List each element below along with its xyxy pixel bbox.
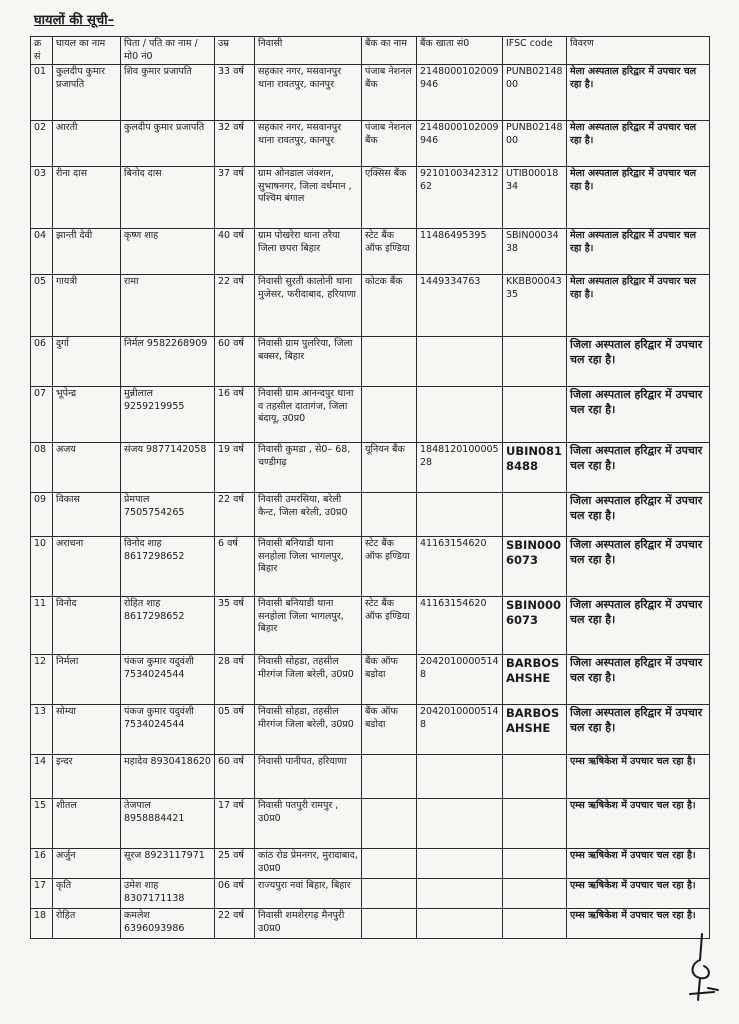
table-row (31, 705, 710, 755)
cell-name: विनोद (53, 597, 121, 655)
cell-residence: निवासी उमरसिया, बरेली कैन्ट, जिला बरेली, उ0प्र0 (255, 493, 362, 537)
cell-residence: निवासी कुमडा , से0– 68, चण्डीगढ़ (255, 443, 362, 493)
table-row (31, 755, 710, 799)
cell-ifsc: KKBB0004335 (503, 275, 567, 337)
cell-ifsc (503, 799, 567, 849)
cell-father: संजय 9877142058 (121, 443, 215, 493)
cell-ifsc (503, 387, 567, 443)
cell-father: रोहित शाह 8617298652 (121, 597, 215, 655)
cell-age: 17 वर्ष (215, 799, 255, 849)
cell-age: 06 वर्ष (215, 879, 255, 909)
cell-name: रीना दास (53, 167, 121, 229)
cell-description: मेला अस्पताल हरिद्वार में उपचार चल रहा है। (567, 275, 710, 337)
cell-account: 20420100005148 (417, 655, 503, 705)
cell-age: 16 वर्ष (215, 387, 255, 443)
cell-father: कृष्ण शाह (121, 229, 215, 275)
cell-serial: 15 (31, 799, 53, 849)
cell-residence: निवासी पतपुरी रामपुर , उ0प्र0 (255, 799, 362, 849)
cell-bank: बैंक ऑफ बडोदा (362, 705, 417, 755)
cell-father: कमलेश 6396093986 (121, 909, 215, 939)
cell-account (417, 493, 503, 537)
cell-serial: 11 (31, 597, 53, 655)
cell-description: जिला अस्पताल हरिद्वार में उपचार चल रहा है। (567, 337, 710, 387)
cell-father: पंकज कुमार यदुवंशी 7534024544 (121, 655, 215, 705)
cell-father: निर्मल 9582268909 (121, 337, 215, 387)
cell-account: 921010034231262 (417, 167, 503, 229)
cell-serial: 18 (31, 909, 53, 939)
cell-bank: कोटक बैंक (362, 275, 417, 337)
injured-list-table (30, 36, 710, 939)
cell-name: झान्ती देवी (53, 229, 121, 275)
cell-name: गायत्री (53, 275, 121, 337)
cell-father: पंकज कुमार यदुवंशी 7534024544 (121, 705, 215, 755)
cell-ifsc: UTIB0001834 (503, 167, 567, 229)
cell-bank (362, 909, 417, 939)
cell-ifsc: SBIN0006073 (503, 537, 567, 597)
table-row (31, 387, 710, 443)
cell-age: 05 वर्ष (215, 705, 255, 755)
cell-description: एम्स ऋषिकेश में उपचार चल रहा है। (567, 799, 710, 849)
cell-description: मेला अस्पताल हरिद्वार में उपचार चल रहा है। (567, 65, 710, 121)
table-row (31, 275, 710, 337)
cell-description: जिला अस्पताल हरिद्वार में उपचार चल रहा है। (567, 493, 710, 537)
cell-name: कृति (53, 879, 121, 909)
cell-age: 40 वर्ष (215, 229, 255, 275)
cell-serial: 13 (31, 705, 53, 755)
table-row (31, 337, 710, 387)
cell-name: रोहित (53, 909, 121, 939)
cell-ifsc (503, 493, 567, 537)
cell-name: इन्दर (53, 755, 121, 799)
cell-age: 28 वर्ष (215, 655, 255, 705)
cell-ifsc: SBIN0003438 (503, 229, 567, 275)
cell-residence: निवासी बनियाडी थाना सनहोला जिला भागलपुर, बिहार (255, 597, 362, 655)
cell-account (417, 799, 503, 849)
cell-age: 32 वर्ष (215, 121, 255, 167)
table-row (31, 537, 710, 597)
cell-description: जिला अस्पताल हरिद्वार में उपचार चल रहा है। (567, 705, 710, 755)
cell-age: 6 वर्ष (215, 537, 255, 597)
cell-ifsc: SBIN0006073 (503, 597, 567, 655)
cell-serial: 07 (31, 387, 53, 443)
header-residence: निवासी (255, 37, 362, 65)
cell-bank: स्टेट बैंक ऑफ इण्डिया (362, 537, 417, 597)
header-father: पिता / पति का नाम / मो0 नं0 (121, 37, 215, 65)
cell-account (417, 909, 503, 939)
cell-residence: राज्यपुरा नवां बिहार, बिहार (255, 879, 362, 909)
header-ifsc: IFSC code (503, 37, 567, 65)
cell-bank: पंजाब नेशनल बैंक (362, 121, 417, 167)
cell-serial: 17 (31, 879, 53, 909)
cell-serial: 03 (31, 167, 53, 229)
cell-bank (362, 337, 417, 387)
cell-father: उमेश शाह 8307171138 (121, 879, 215, 909)
cell-age: 19 वर्ष (215, 443, 255, 493)
cell-account: 2148000102009946 (417, 65, 503, 121)
table-row (31, 597, 710, 655)
table-row (31, 655, 710, 705)
table-row (31, 443, 710, 493)
header-age: उम्र (215, 37, 255, 65)
cell-bank: पंजाब नेशनल बैंक (362, 65, 417, 121)
header-serial: क्र सं (31, 37, 53, 65)
cell-residence: निवासी सुरती कालोनी थाना मुजेसर, फरीदाबाद, हरियाणा (255, 275, 362, 337)
cell-bank: स्टेट बैंक ऑफ इण्डिया (362, 229, 417, 275)
table-row (31, 799, 710, 849)
cell-father: विनोद शाह 8617298652 (121, 537, 215, 597)
cell-name: कुलदीप कुमार प्रजापति (53, 65, 121, 121)
cell-ifsc: PUNB0214800 (503, 65, 567, 121)
cell-account: 11486495395 (417, 229, 503, 275)
table-row (31, 65, 710, 121)
cell-description: एम्स ऋषिकेश में उपचार चल रहा है। (567, 755, 710, 799)
cell-bank (362, 493, 417, 537)
cell-bank (362, 755, 417, 799)
cell-account: 1449334763 (417, 275, 503, 337)
cell-residence: सहकार नगर, मसवानपुर थाना रावतपुर, कानपुर (255, 65, 362, 121)
cell-father: सूरज 8923117971 (121, 849, 215, 879)
cell-description: मेला अस्पताल हरिद्वार में उपचार चल रहा है। (567, 229, 710, 275)
cell-residence: निवासी ग्राम आनन्दपुर थाना व तहसील दातागंज, जिला बंदायू, उ0प्र0 (255, 387, 362, 443)
cell-bank: एक्सिस बैंक (362, 167, 417, 229)
cell-residence: निवासी पानीपत, हरियाणा (255, 755, 362, 799)
cell-father: शिव कुमार प्रजापति (121, 65, 215, 121)
cell-age: 35 वर्ष (215, 597, 255, 655)
cell-father: तेजपाल 8958884421 (121, 799, 215, 849)
table-row (31, 229, 710, 275)
cell-serial: 12 (31, 655, 53, 705)
header-name: घायल का नाम (53, 37, 121, 65)
cell-serial: 08 (31, 443, 53, 493)
cell-account (417, 879, 503, 909)
cell-description: जिला अस्पताल हरिद्वार में उपचार चल रहा है। (567, 387, 710, 443)
cell-ifsc: PUNB0214800 (503, 121, 567, 167)
cell-father: महादेव 8930418620 (121, 755, 215, 799)
cell-residence: सहकार नगर, मसवानपुर थाना रावतपुर, कानपुर (255, 121, 362, 167)
cell-father: रामा (121, 275, 215, 337)
cell-age: 37 वर्ष (215, 167, 255, 229)
cell-account: 41163154620 (417, 597, 503, 655)
cell-name: अजय (53, 443, 121, 493)
cell-bank (362, 849, 417, 879)
cell-serial: 14 (31, 755, 53, 799)
signature-mark (684, 930, 724, 1010)
cell-serial: 02 (31, 121, 53, 167)
cell-account: 41163154620 (417, 537, 503, 597)
cell-name: अराधना (53, 537, 121, 597)
cell-account (417, 387, 503, 443)
cell-name: भूपेन्द्र (53, 387, 121, 443)
cell-ifsc: BARBOSAHSHE (503, 655, 567, 705)
cell-name: निर्मला (53, 655, 121, 705)
cell-ifsc (503, 755, 567, 799)
cell-bank (362, 387, 417, 443)
cell-serial: 10 (31, 537, 53, 597)
cell-name: शीतल (53, 799, 121, 849)
page-title: घायलों की सूची– (34, 13, 115, 28)
cell-description: मेला अस्पताल हरिद्वार में उपचार चल रहा है। (567, 167, 710, 229)
cell-ifsc: BARBOSAHSHE (503, 705, 567, 755)
cell-serial: 06 (31, 337, 53, 387)
table-row (31, 879, 710, 909)
table-row (31, 909, 710, 939)
cell-account (417, 849, 503, 879)
cell-serial: 05 (31, 275, 53, 337)
cell-age: 33 वर्ष (215, 65, 255, 121)
table-row (31, 121, 710, 167)
cell-father: मुन्नीलाल 9259219955 (121, 387, 215, 443)
cell-father: बिनोद दास (121, 167, 215, 229)
cell-residence: ग्राम पोखरेरा थाना तरैया जिला छपरा बिहार (255, 229, 362, 275)
cell-serial: 09 (31, 493, 53, 537)
cell-father: कुलदीप कुमार प्रजापति (121, 121, 215, 167)
cell-residence: निवासी सोहडा, तहसील मीरगंज जिला बरेली, उ0प्र0 (255, 705, 362, 755)
cell-name: विकास (53, 493, 121, 537)
cell-residence: निवासी बनियाडी थाना सनहोला जिला भागलपुर, बिहार (255, 537, 362, 597)
cell-bank: स्टेट बैंक ऑफ इण्डिया (362, 597, 417, 655)
cell-bank: यूनियन बैंक (362, 443, 417, 493)
table-header-row (31, 37, 710, 65)
cell-serial: 16 (31, 849, 53, 879)
cell-residence: निवासी शमशेरगढ़ मैनपुरी उ0प्र0 (255, 909, 362, 939)
cell-description: जिला अस्पताल हरिद्वार में उपचार चल रहा है। (567, 537, 710, 597)
cell-residence: निवासी सोहडा, तहसील मीरगंज जिला बरेली, उ0प्र0 (255, 655, 362, 705)
cell-description: एम्स ऋषिकेश में उपचार चल रहा है। (567, 909, 710, 939)
cell-description: मेला अस्पताल हरिद्वार में उपचार चल रहा है। (567, 121, 710, 167)
cell-description: जिला अस्पताल हरिद्वार में उपचार चल रहा है। (567, 655, 710, 705)
cell-ifsc (503, 849, 567, 879)
cell-age: 22 वर्ष (215, 275, 255, 337)
cell-age: 60 वर्ष (215, 755, 255, 799)
cell-serial: 04 (31, 229, 53, 275)
cell-name: सोम्या (53, 705, 121, 755)
cell-residence: ग्राम ओनडाल जंक्शन, सुभाषनगर, जिला वर्धमान , पश्चिम बंगाल (255, 167, 362, 229)
cell-father: प्रेमपाल 7505754265 (121, 493, 215, 537)
cell-age: 60 वर्ष (215, 337, 255, 387)
cell-account: 20420100005148 (417, 705, 503, 755)
cell-age: 22 वर्ष (215, 493, 255, 537)
cell-ifsc (503, 879, 567, 909)
cell-description: जिला अस्पताल हरिद्वार में उपचार चल रहा है। (567, 597, 710, 655)
cell-account (417, 337, 503, 387)
header-bank: बैंक का नाम (362, 37, 417, 65)
cell-residence: कांठ रोड प्रेमनगर, मुरादाबाद, उ0प्र0 (255, 849, 362, 879)
cell-description: एम्स ऋषिकेश में उपचार चल रहा है। (567, 849, 710, 879)
cell-bank (362, 799, 417, 849)
cell-ifsc (503, 337, 567, 387)
cell-age: 25 वर्ष (215, 849, 255, 879)
header-description: विवरण (567, 37, 710, 65)
cell-name: दुर्गा (53, 337, 121, 387)
cell-description: जिला अस्पताल हरिद्वार में उपचार चल रहा है। (567, 443, 710, 493)
table-row (31, 167, 710, 229)
table-row (31, 493, 710, 537)
cell-ifsc (503, 909, 567, 939)
cell-description: एम्स ऋषिकेश में उपचार चल रहा है। (567, 879, 710, 909)
table-row (31, 849, 710, 879)
header-account: बैंक खाता सं0 (417, 37, 503, 65)
cell-bank: बैंक ऑफ बडोदा (362, 655, 417, 705)
cell-account: 2148000102009946 (417, 121, 503, 167)
cell-age: 22 वर्ष (215, 909, 255, 939)
cell-bank (362, 879, 417, 909)
cell-name: अर्जुन (53, 849, 121, 879)
cell-account: 184812010000528 (417, 443, 503, 493)
cell-residence: निवासी ग्राम पुलरिया, जिला बक्सर, बिहार (255, 337, 362, 387)
cell-name: आरती (53, 121, 121, 167)
cell-account (417, 755, 503, 799)
cell-ifsc: UBIN0818488 (503, 443, 567, 493)
cell-serial: 01 (31, 65, 53, 121)
